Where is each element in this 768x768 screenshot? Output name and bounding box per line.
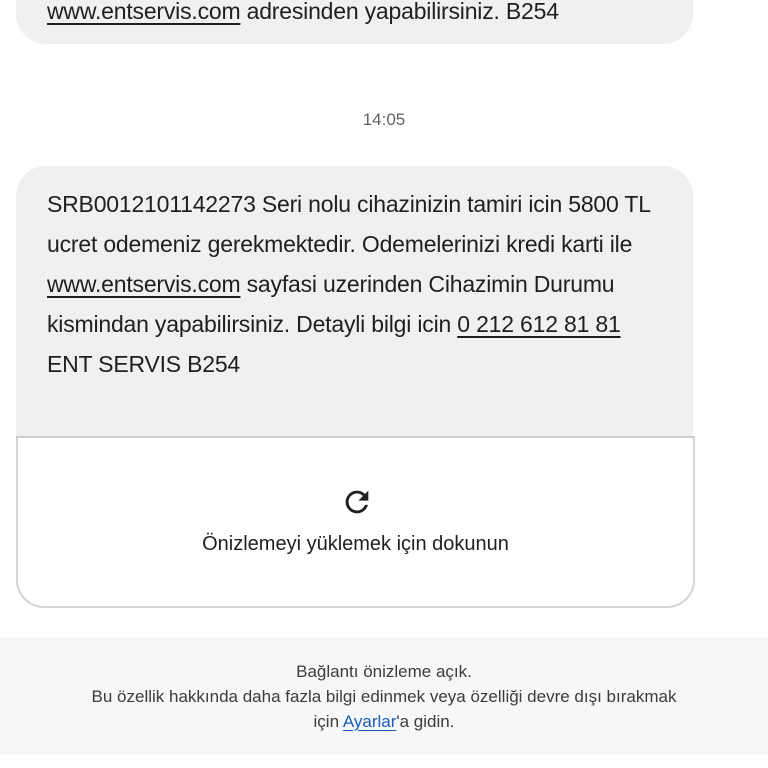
notice-line-2: Bu özellik hakkında daha fazla bilgi edinmek veya özelliği devre dışı bırakmak	[91, 687, 677, 706]
message-phone-link[interactable]: 0 212 612 81 81	[457, 311, 621, 337]
message-timestamp: 14:05	[362, 110, 406, 129]
message-bubble[interactable]	[16, 166, 693, 436]
notice-line-3: için Ayarlar'a gidin.	[313, 712, 455, 731]
link-preview-notice	[0, 637, 768, 755]
previous-message-bubble	[16, 0, 693, 44]
message-text: SRB0012101142273 Seri nolu cihazinizin tamiri icin 5800 TL ucret odemeniz gerekmektedir. Odemelerinizi kredi karti ile www.entservis.com sayfasi uzerinden Cihazimin Durumu kismindan yapabilirsiniz. Detayli bilgi icin 0 212 612 81 81 ENT SERVIS B254	[47, 191, 650, 377]
previous-message-text: www.entservis.com adresinden yapabilirsiniz. B254	[47, 0, 559, 24]
notice-line-1: Bağlantı önizleme açık.	[296, 662, 472, 681]
refresh-icon	[340, 485, 374, 519]
link-preview-card[interactable]	[16, 436, 695, 608]
settings-link[interactable]: Ayarlar	[342, 712, 397, 731]
previous-message-link[interactable]: www.entservis.com	[47, 0, 241, 24]
load-preview-label: Önizlemeyi yüklemek için dokunun	[202, 533, 509, 555]
message-url-link[interactable]: www.entservis.com	[47, 271, 241, 297]
